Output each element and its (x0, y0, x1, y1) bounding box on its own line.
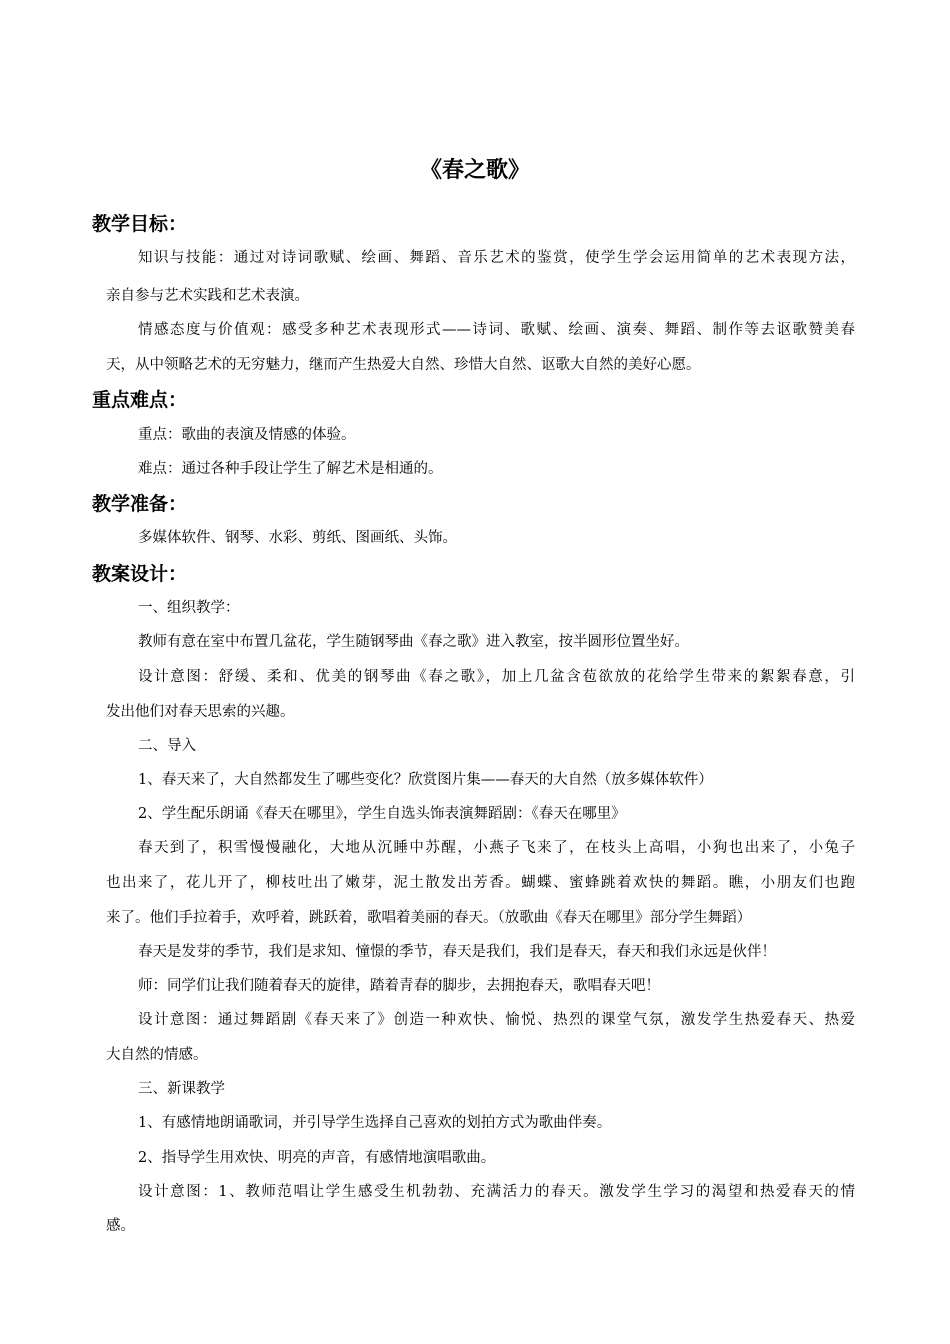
paragraph-line: 师：同学们让我们随着春天的旋律，踏着青春的脚步，去拥抱春天，歌唱春天吧！ (138, 978, 660, 994)
paragraph-line: 1、有感情地朗诵歌词，并引导学生选择自己喜欢的划拍方式为歌曲伴奏。 (138, 1115, 612, 1131)
paragraph-line: 设计意图：1、教师范唱让学生感受生机勃勃、充满活力的春天。激发学生学习的渴望和热爱春天的情 (138, 1184, 855, 1200)
paragraph-line: 春天到了，积雪慢慢融化，大地从沉睡中苏醒，小燕子飞来了，在枝头上高唱，小狗也出来了，小兔子 (138, 840, 855, 856)
paragraph-line: 亲自参与艺术实践和艺术表演。 (106, 288, 309, 304)
paragraph-line: 2、指导学生用欢快、明亮的声音，有感情地演唱歌曲。 (138, 1150, 496, 1166)
paragraph-line: 二、导入 (138, 738, 196, 754)
document-title: 《春之歌》 (419, 158, 530, 183)
paragraph-line: 春天是发芽的季节，我们是求知、憧憬的季节，春天是我们，我们是春天，春天和我们永远是伙伴！ (138, 944, 776, 960)
paragraph-line: 感。 (106, 1218, 135, 1234)
heading-preparation: 教学准备： (92, 493, 188, 515)
paragraph-line: 难点：通过各种手段让学生了解艺术是相通的。 (138, 461, 443, 477)
paragraph-line: 大自然的情感。 (106, 1047, 208, 1063)
paragraph-line: 来了。他们手拉着手，欢呼着，跳跃着，歌唱着美丽的春天。（放歌曲《春天在哪里》部分学生舞蹈） (106, 910, 752, 926)
paragraph-line: 多媒体软件、钢琴、水彩、剪纸、图画纸、头饰。 (138, 530, 457, 546)
paragraph-line: 情感态度与价值观：感受多种艺术表现形式——诗词、歌赋、绘画、演奏、舞蹈、制作等去讴歌赞美春 (138, 322, 855, 338)
paragraph-line: 教师有意在室中布置几盆花，学生随钢琴曲《春之歌》进入教室，按半圆形位置坐好。 (138, 634, 689, 650)
paragraph-line: 1、春天来了，大自然都发生了哪些变化？欣赏图片集——春天的大自然（放多媒体软件） (138, 772, 713, 788)
heading-objectives: 教学目标： (92, 213, 188, 235)
paragraph-line: 设计意图：舒缓、柔和、优美的钢琴曲《春之歌》，加上几盆含苞欲放的花给学生带来的絮絮春意，引 (138, 669, 855, 685)
paragraph-line: 天，从中领略艺术的无穷魅力，继而产生热爱大自然、珍惜大自然、讴歌大自然的美好心愿。 (106, 357, 701, 373)
paragraph-line: 重点：歌曲的表演及情感的体验。 (138, 427, 356, 443)
heading-key-points: 重点难点： (92, 389, 188, 411)
heading-design: 教案设计： (92, 563, 188, 585)
paragraph-line: 三、新课教学 (138, 1081, 225, 1097)
paragraph-line: 也出来了，花儿开了，柳枝吐出了嫩芽，泥土散发出芳香。蝴蝶、蜜蜂跳着欢快的舞蹈。瞧，小朋友们也跑 (106, 875, 855, 891)
paragraph-line: 发出他们对春天思索的兴趣。 (106, 704, 295, 720)
paragraph-line: 知识与技能：通过对诗词歌赋、绘画、舞蹈、音乐艺术的鉴赏，使学生学会运用简单的艺术表现方法， (138, 250, 855, 266)
paragraph-line: 一、组织教学： (138, 600, 240, 616)
paragraph-line: 2、学生配乐朗诵《春天在哪里》，学生自选头饰表演舞蹈剧：《春天在哪里》 (138, 806, 626, 822)
paragraph-line: 设计意图：通过舞蹈剧《春天来了》创造一种欢快、愉悦、热烈的课堂气氛，激发学生热爱春天、热爱 (138, 1012, 855, 1028)
